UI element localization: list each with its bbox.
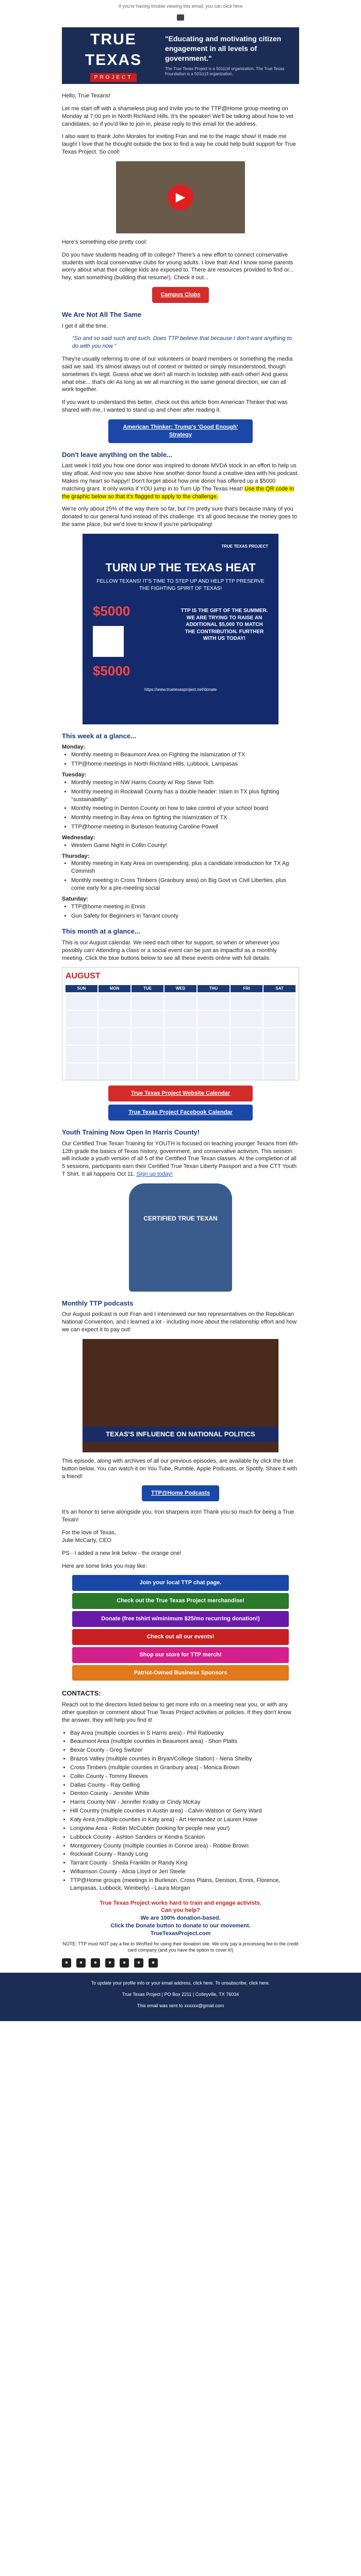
calendar-day-cell [231,1063,262,1080]
week-event-item[interactable]: • Monthly meeting in Cross Timbers (Granbury area) on Big Govt vs Civil Liberties, plus come early for a pre-meeting social [71,877,299,892]
calendar-day-cell [231,1046,262,1062]
table-paragraph-2: We're only about 25% of the way there so far, but I'm pretty sure that's because many of you donated to our general fund instead of this challenge. It's all good because the money goes to the same place, but we'd love to know if you're participating! [62,506,297,528]
table-text: Last week I told you how one donor was inspired to donate MVDA stock in an effort to help us stay afloat. And now you saw above how another donor found a creative idea with his podcast. Makes my heart so happy!! Don't forget about how one donor has offered up a $5000 matching grant. It only works if YOU jump in to Turn Up The Texas Heat! [62,463,299,492]
week-event-item[interactable]: • Monthly meeting in Katy Area on overspending, plus a candidate introduction for TX Ag Commish [71,860,299,875]
preheader[interactable]: If you're having trouble viewing this email, you can click here [118,4,243,9]
contact-item[interactable]: • Beaumont Area (multiple counties in Beaumont area) - Shon Platts [70,1738,299,1745]
calendar-day-cell [231,993,262,1010]
calendar-day-header: TUE [132,985,163,992]
calendar-day-cell [165,1046,196,1062]
calendar-day-cell [198,1028,229,1045]
footer-sent-to: This email was sent to xxxxxx@gmail.com [137,2003,224,2009]
link-button[interactable]: Check out all our events! [72,1629,289,1645]
youth-text: Our Certified True Texan Training for YOUTH is focused on teaching younger Texans from 6th-12th grade the basics of Texas history, government, and conservative activism. This session will include a youth version of all 5 of the Certified True Texan classes. At the completion of all 5 sessions, participants earn their Certified True Texan Liberty Passport and a free CTT Youth T Shirt. It all happens Oct 11. [62,1140,299,1178]
calendar-day-cell [99,1011,130,1027]
week-title: This week at a glance... [62,732,136,740]
contact-item[interactable]: • Collin County - Tommy Reeves [70,1773,299,1781]
banner-tagline: "Educating and motivating citizen engagement in all levels of government." [165,34,282,62]
closing-paragraph: It's an honor to serve alongside you. Iron sharpens iron! Thank you so much for being a True Texan! [62,1509,294,1523]
closing-sign-1: For the love of Texas, [62,1530,116,1536]
contact-item[interactable]: • Bexar County - Greg Switzer [70,1747,299,1754]
contact-item[interactable]: • Longview Area - Robin McCubbin (looking for people near you!) [70,1825,299,1833]
calendar-day-cell [99,993,130,1010]
website-calendar-button[interactable]: True Texas Project Website Calendar [108,1086,253,1101]
youth-signup-link[interactable]: Sign up today! [136,1171,173,1178]
calendar-day-cell [99,1046,130,1062]
month-title: This month at a glance... [62,927,140,936]
contact-item[interactable]: • Harris County NW - Jennifer Kratky or Cindy McKay [70,1799,299,1806]
link-button[interactable]: Donate (free tshirt w/minimum $25/mo recurring donation!) [72,1611,289,1627]
calendar-day-cell [65,1046,97,1062]
flyer-brand: TRUE TEXAS PROJECT [221,544,268,549]
week-event-item[interactable]: • Monthly meeting in Denton County on how to take control of your school board [71,805,299,812]
footer-address: True Texas Project | PO Box 2211 | Colleyville, TX 76034 [122,1992,239,1997]
american-thinker-button[interactable]: American Thinker: Trump's 'Good Enough' Strategy [108,419,253,443]
logo [72,29,155,82]
logo-subtitle: PROJECT [90,73,137,82]
week-day-label: Tuesday: [62,772,87,778]
rumble-icon[interactable]: ● [120,1958,129,1968]
flyer-amount-1: $5000 [93,603,130,619]
campus-clubs-button[interactable]: Campus Clubs [152,287,209,303]
banner-small: The True Texas Project is a 501(c)4 organization. The True Texas Foundation is a 501(c)3 organization. [165,66,285,77]
calendar-day-cell [264,993,296,1010]
social-icons-row [62,1953,299,1973]
calendar-day-cell [132,993,163,1010]
footer-update[interactable]: To update your profile info or your email address, click here. To unsubscribe, click here. [91,1980,270,1986]
contact-item[interactable]: • Cross Timbers (multiple counties in Granbury area) - Monica Brown [70,1764,299,1772]
week-event-item[interactable]: • Monthly meeting in Beaumont Area on Fighting the Islamization of TX [71,751,299,759]
donation-note: NOTE: TTP must NOT pay a fee to WinRed for using their donation site. We only pay a processing fee to the credit card company (and you have the option to cover it!) [62,1941,299,1953]
week-event-item[interactable]: • TTP@home meeting in Burleson featuring Caroline Powell [71,823,299,831]
week-event-item[interactable]: • Western Game Night in Collin County! [71,842,299,850]
contact-item[interactable]: • Lubbock County - Ashton Sanders or Kendra Scanlon [70,1834,299,1841]
intro-paragraph-2: I also want to thank John Morales for inviting Fran and me to the magic show! It made me laugh! I love that he thought outside the box to find a way he could help build support for True Texas Project. So cool! [62,133,296,156]
calendar-day-header: SAT [264,985,296,992]
calendar-day-cell [132,1063,163,1080]
podcast-caption: TEXAS'S INFLUENCE ON NATIONAL POLITICS [83,1427,278,1442]
calendar-day-cell [65,1063,97,1080]
contacts-paragraph: Reach out to the directors listed below to get more info on a meeting near you, or with any other question or comment about True Texas Project activities or policies. If they don't know the answer, they will help you find it! [62,1702,291,1723]
calendar-day-cell [165,1063,196,1080]
youtube-icon[interactable]: ● [105,1958,114,1968]
links-list [62,1575,299,1681]
flyer-body: TTP IS THE GIFT OF THE SUMMER. WE ARE TRYING TO RAISE AN ADDITIONAL $5,000 TO MATCH THE CONTRIBUTION. FURTHER WITH US TODAY! [180,608,268,642]
calendar-day-cell [65,1028,97,1045]
table-paragraph [62,462,299,500]
calendar-day-cell [165,1011,196,1027]
intro-paragraph-1: Let me start off with a shameless plug and invite you to the TTP@Home group meeting on Monday at 7:00 pm in North Richland Hills. It's the speaker! We'll be talking about how to vet candidates, so if you'd like to join in, please reply to this email for the address. [62,105,294,127]
contact-item[interactable]: • Tarrant County - Sheila Franklin or Randy King [70,1859,299,1867]
podcast-thumbnail[interactable] [83,1339,278,1452]
telegram-icon[interactable]: ● [134,1958,143,1968]
link-button[interactable]: Shop our store for TTP merch! [72,1647,289,1663]
calendar-day-cell [132,1011,163,1027]
video-thumbnail[interactable] [116,161,245,233]
not-same-paragraph-3: If you want to understand this better, check out this article from American Thinker that was shared with me. I wanted to stand up and cheer after reading it. [62,399,288,414]
calendar-day-cell [231,1028,262,1045]
mission-line: True Texas Project works hard to train and engage activists. [100,1900,261,1906]
calendar-day-header: MON [99,985,130,992]
contact-item[interactable]: • Hill Country (multiple counties in Austin area) - Calvin Watson or Gerry Ward [70,1807,299,1815]
table-highlight: Use the QR code in the graphic below so that it's flagged to apply to the challenge. [62,485,294,500]
week-event-item[interactable]: • Monthly meeting in NW Harris County w/ Rep Steve Toth [71,779,299,787]
calendar-day-cell [132,1046,163,1062]
podcast-paragraph-2: This episode, along with archives of all our previous episodes, are available by click the blue button below. You can watch it on You Tube, Rumble, Apple Podcasts, or Spotify. Share it with a friend! [62,1458,297,1480]
campus-paragraph: Do you have students heading off to college? There's a new effort to connect conservative students with local conservative clubs for young adults. I love that! And I know some parents worry about what their college kids are exposed to. There are resources provided to find or... hey, start something (building that resume!). Check it out... [62,251,294,281]
flyer-subheadline: FELLOW TEXANS! IT'S TIME TO STEP UP AND HELP TTP PRESERVE THE FIGHTING SPIRIT OF TEXAS! [96,579,265,591]
week-event-item[interactable]: • Monthly meeting in Bay Area on fighting the Islamization of TX [71,814,299,822]
week-list [62,743,299,920]
youth-tshirt-image [129,1183,232,1292]
calendar-day-cell [264,1011,296,1027]
facebook-icon[interactable]: ● [62,1958,71,1968]
youth-title: Youth Training Now Open In Harris County! [62,1128,200,1137]
week-day-label: Monday: [62,744,86,751]
calendar-day-header: THU [198,985,229,992]
contacts-list [70,1730,299,1892]
mission-line-2: We are 100% donation-based. [140,1915,221,1922]
calendar-month: AUGUST [65,972,101,981]
contact-item[interactable]: • Denton County - Jennifer White [70,1790,299,1798]
not-same-quote: "So and so said such and such. Does TTP believe that because I don't want anything to do with you now." [72,335,292,350]
contact-item[interactable]: • Montgomery County (multiple counties in Conroe area) - Robbie Brown [70,1842,299,1850]
links-intro: Here are some links you may like: [62,1563,147,1569]
calendar-day-header: SUN [65,985,97,992]
podcast-title: Monthly TTP podcasts [62,1299,134,1307]
ps-note: PS - I added a new link below - the orange one! [62,1550,182,1556]
contact-item[interactable]: • Dallas County - Ray Gelling [70,1782,299,1789]
turn-up-heat-flyer[interactable] [83,534,278,724]
flyer-amount-2: $5000 [93,663,130,679]
week-day-label: Saturday: [62,895,88,902]
calendar-day-cell [65,993,97,1010]
link-button[interactable]: Check out the True Texas Project merchandise! [72,1593,289,1609]
podcast-paragraph: Our August podcast is out! Fran and I interviewed our two representatives on the Republican National Convention, and I learned a lot - including more about the relationship effort and how we can expect it to pay out! [62,1311,297,1333]
calendar-day-cell [132,1028,163,1045]
video-intro: Here's something else pretty cool: [62,239,147,245]
calendar-day-cell [99,1028,130,1045]
calendar-day-cell [198,1046,229,1062]
greeting: Hello, True Texans! [62,92,110,99]
mission-line-3: Click the Donate button to donate to our movement. [110,1923,251,1929]
calendar-day-cell [264,1046,296,1062]
calendar-day-header: FRI [231,985,262,992]
contact-item[interactable]: • Bay Area (multiple counties in S Harris area) - Phil Ratlowsky [70,1730,299,1737]
link-button[interactable]: Patriot-Owned Business Sponsors [72,1665,289,1681]
not-same-paragraph-2: They're usually referring to one of our volunteers or board members or something the media said we said. It's almost always out of context or twisted or simply misunderstood, though sometimes it's legit. Guess what we don't all march in lockstep with each other! And guess what else... that's ok! As long as we all marching in the same general direction, we can all work together. [62,356,293,393]
print-icon[interactable] [0,12,361,27]
flyer-url: https://www.truetexasproject.net/donate [144,687,217,692]
calendar-day-cell [99,1063,130,1080]
contact-item[interactable]: • TTP@Home groups (meetings in Burleson, Cross Plains, Denison, Ennis, Florence, Lampasas, Lubbock, Wimberly) - Laura Morgan [70,1877,299,1892]
mission-url[interactable]: TrueTexasProject.com [150,1930,211,1937]
gab-icon[interactable]: ● [149,1958,158,1968]
footer [0,1973,361,2021]
calendar-day-cell [198,993,229,1010]
not-same-paragraph-1: I get it all the time. [62,323,108,329]
week-day-label: Wednesday: [62,834,95,841]
calendar-day-cell [198,1011,229,1027]
calendar-day-header: WED [165,985,196,992]
not-same-title: We Are Not All The Same [62,310,142,318]
podcast-button[interactable]: TTP@Home Podcasts [142,1485,219,1501]
calendar-day-cell [165,1028,196,1045]
header-banner [62,27,299,84]
x-icon[interactable]: ● [76,1958,86,1968]
calendar-day-cell [65,1011,97,1027]
link-button[interactable]: Join your local TTP chat page. [72,1575,289,1591]
week-event-item[interactable]: • TTP@home meetings in North Richland Hills, Lubbock, Lampasas [71,760,299,768]
closing-sign-2: Julie McCarty, CEO [62,1537,111,1544]
flyer-headline: TURN UP THE TEXAS HEAT [105,561,256,574]
logo-title: TRUE TEXAS [85,30,142,69]
month-paragraph: This is our August calendar. We need each other for support, so when or wherever you possibly can! Attending a class or a social event can be just as impactful as a monthly meeting. Click the blue buttons below to see all these events online with full details. [62,939,280,961]
calendar-grid [65,985,296,1080]
week-day-label: Thursday: [62,853,90,859]
mission-question: Can you help? [161,1907,200,1914]
calendar-day-cell [198,1063,229,1080]
calendar-day-cell [264,1063,296,1080]
contacts-title: CONTACTS: [62,1689,101,1698]
august-calendar[interactable] [62,967,299,1080]
instagram-icon[interactable]: ● [91,1958,100,1968]
calendar-day-cell [165,993,196,1010]
play-icon[interactable]: ▶ [168,184,193,210]
week-event-item[interactable]: • Gun Safety for Beginners in Tarrant county [71,912,299,920]
table-title: Don't leave anything on the table... [62,450,173,459]
facebook-calendar-button[interactable]: True Texas Project Facebook Calendar [108,1105,253,1121]
contact-item[interactable]: • Williamson County - Alicia Lloyd or Jeri Steele [70,1868,299,1876]
qr-code [93,626,124,657]
contact-item[interactable]: • Katy Area (multiple counties in Katy area) - Art Hernandez or Lauren Howe [70,1816,299,1824]
week-event-item[interactable]: • TTP@home meeting in Ennis [71,903,299,911]
youth-paragraph [62,1140,299,1178]
contact-item[interactable]: • Rockwall County - Randy Long [70,1851,299,1858]
calendar-day-cell [264,1028,296,1045]
tshirt-text: CERTIFIED TRUE TEXAN [143,1214,218,1222]
week-event-item[interactable]: • Monthly meeting in Rockwall County has a double header: Islam in TX plus fighting "sustainability" [71,788,299,804]
contact-item[interactable]: • Brazos Valley (multiple counties in Bryan/College Station) - Nena Shelby [70,1755,299,1763]
calendar-day-cell [231,1011,262,1027]
